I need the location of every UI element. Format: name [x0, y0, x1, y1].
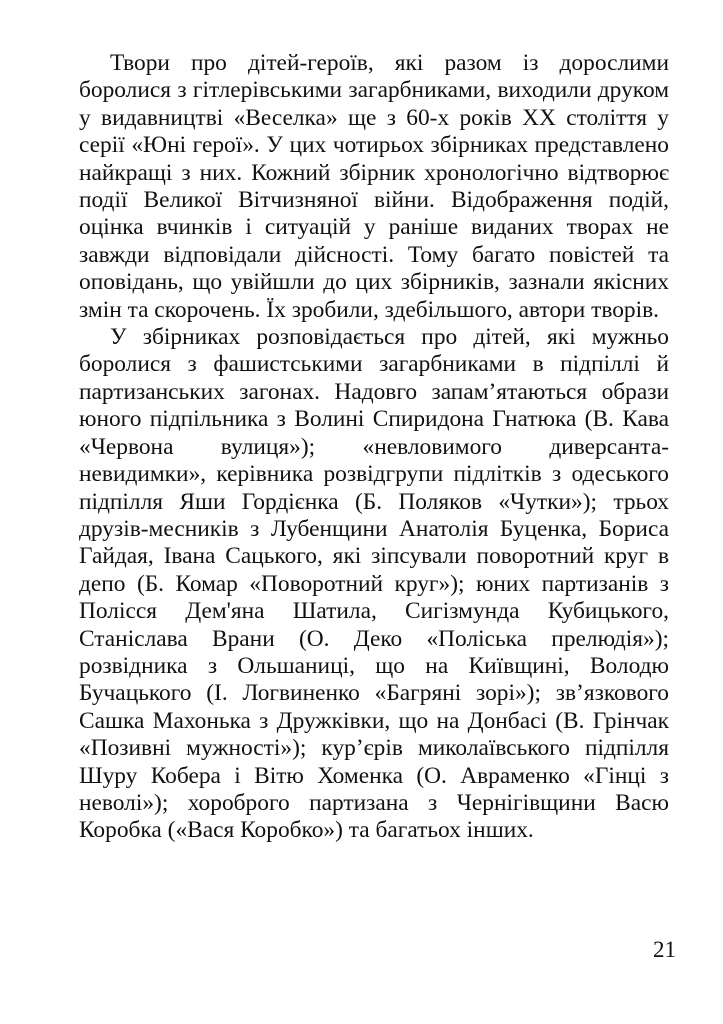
body-text: [79, 50, 669, 845]
paragraph-intro: Твори про дітей-героїв, які разом із дорослими боролися з гітлерівськими загарбниками, виходили друком у видавництві «Веселка» ще з 60-х років XX століття у серії «Юні герої». У цих чотирьох збірниках представлено найкращі з них. Кожний збірник хронологічно відтворює події Великої Вітчизняної війни. Відображення подій, оцінка вчинків і ситуацій у раніше виданих творах не завжди відповідали дійсності. Тому багато повістей та оповідань, що увійшли до цих збірників, зазнали якісних змін та скорочень. Їх зробили, здебільшого, автори творів.: [79, 50, 669, 323]
page-number: 21: [653, 937, 676, 962]
paragraph-heroes: У збірниках розповідається про дітей, які мужньо боролися з фашистськими загарбниками в підпіллі й партизанських загонах. Надовго запам’ятаються образи юного підпільника з Волині Спиридона Гнатюка (В. Кава «Червона вулиця»); «невловимого диверсанта-невидимки», керівника розвідгрупи підлітків з одеського підпілля Яши Гордієнка (Б. Поляков «Чутки»); трьох друзів-месників з Лубенщини Анатолія Буценка, Бориса Гайдая, Івана Сацького, які зіпсували поворотний круг в депо (Б. Комар «Поворотний круг»); юних партизанів з Полісся Дем'яна Шатила, Сигізмунда Кубицького, Станіслава Врани (О. Деко «Поліська прелюдія»); розвідника з Ольшаниці, що на Київщині, Володю Бучацького (І. Логвиненко «Багряні зорі»); зв’язкового Сашка Махонька з Дружківки, що на Донбасі (В. Грінчак «Позивні мужності»); кур’єрів миколаївського підпілля Шуру Кобера і Вітю Хоменка (О. Авраменко «Гінці з неволі»); хороброго партизана з Чернігівщини Васю Коробка («Вася Коробко») та багатьох інших.: [79, 324, 669, 844]
